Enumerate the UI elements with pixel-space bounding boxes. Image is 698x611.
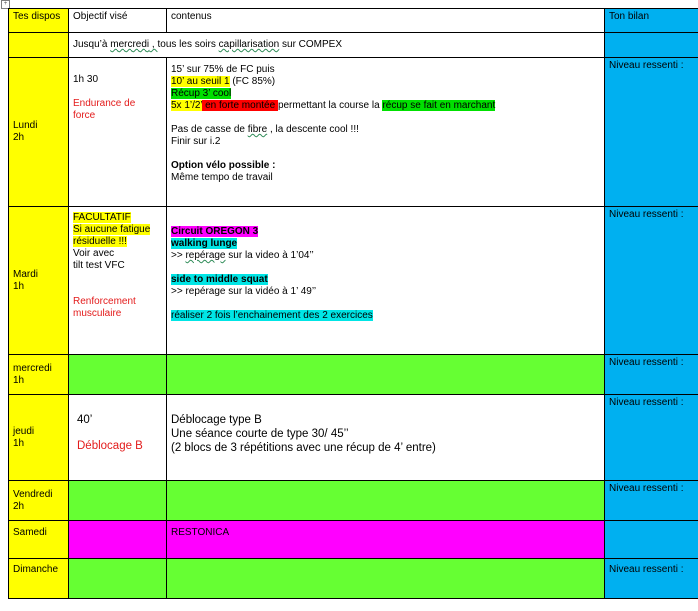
- content-samedi: RESTONICA: [167, 521, 605, 559]
- day-cell-mercredi: mercredi 1h: [9, 355, 69, 395]
- day-cell-samedi: Samedi: [9, 521, 69, 559]
- intro-bilan-cell: [605, 33, 698, 58]
- row-samedi: [9, 521, 698, 559]
- intro-row: [9, 33, 698, 58]
- row-lundi: [9, 58, 698, 207]
- bilan-vendredi[interactable]: Niveau ressenti :: [605, 481, 698, 521]
- content-jeudi: Déblocage type B Une séance courte de type 30/ 45’’ (2 blocs de 3 répétitions avec une récup de 4’ entre): [167, 395, 605, 481]
- header-row: [9, 9, 698, 33]
- bilan-mercredi[interactable]: Niveau ressenti :: [605, 355, 698, 395]
- objective-jeudi: 40’ Déblocage B: [69, 395, 167, 481]
- bilan-samedi[interactable]: [605, 521, 698, 559]
- intro-text: Jusqu’à mercredi , tous les soirs capillarisation sur COMPEX: [69, 33, 605, 58]
- objective-vendredi: [69, 481, 167, 521]
- day-cell-vendredi: Vendredi 2h: [9, 481, 69, 521]
- content-lundi: 15’ sur 75% de FC puis 10’ au seuil 1 (FC 85%) Récup 3’ cool 5x 1’/2’ en forte montée permettant la course la récup se fait en marchant Pas de casse de fibre , la descente cool !!! Finir sur i.2 Option vélo possible : Même tempo de travail: [167, 58, 605, 207]
- objective-dimanche: [69, 559, 167, 599]
- content-mercredi: [167, 355, 605, 395]
- objective-samedi: [69, 521, 167, 559]
- objective-mercredi: [69, 355, 167, 395]
- day-cell-dimanche: Dimanche: [9, 559, 69, 599]
- header-bilan: Ton bilan: [605, 9, 698, 33]
- row-jeudi: [9, 395, 698, 481]
- row-dimanche: [9, 559, 698, 599]
- objective-mardi: FACULTATIF Si aucune fatigue résiduelle !!! Voir avec tilt test VFC Renforcement musculaire: [69, 207, 167, 355]
- day-cell-mardi: Mardi 1h: [9, 207, 69, 355]
- content-dimanche: [167, 559, 605, 599]
- objective-lundi: 1h 30 Endurance de force: [69, 58, 167, 207]
- training-plan-table: [8, 8, 698, 599]
- bilan-mardi[interactable]: Niveau ressenti :: [605, 207, 698, 355]
- header-dispos: Tes dispos: [9, 9, 69, 33]
- row-mardi: [9, 207, 698, 355]
- bilan-lundi[interactable]: Niveau ressenti :: [605, 58, 698, 207]
- intro-empty-cell: [9, 33, 69, 58]
- table-move-handle-icon[interactable]: +: [1, 0, 10, 9]
- day-cell-jeudi: jeudi 1h: [9, 395, 69, 481]
- day-cell-lundi: Lundi 2h: [9, 58, 69, 207]
- content-vendredi: [167, 481, 605, 521]
- row-vendredi: [9, 481, 698, 521]
- bilan-jeudi[interactable]: Niveau ressenti :: [605, 395, 698, 481]
- row-mercredi: [9, 355, 698, 395]
- header-contenus: contenus: [167, 9, 605, 33]
- bilan-dimanche[interactable]: Niveau ressenti :: [605, 559, 698, 599]
- header-objectif: Objectif visé: [69, 9, 167, 33]
- content-mardi: Circuit OREGON 3 walking lunge >> repérage sur la video à 1’04’’ side to middle squat >> repérage sur la vidéo à 1’ 49’’ réaliser 2 fois l’enchainement des 2 exercices: [167, 207, 605, 355]
